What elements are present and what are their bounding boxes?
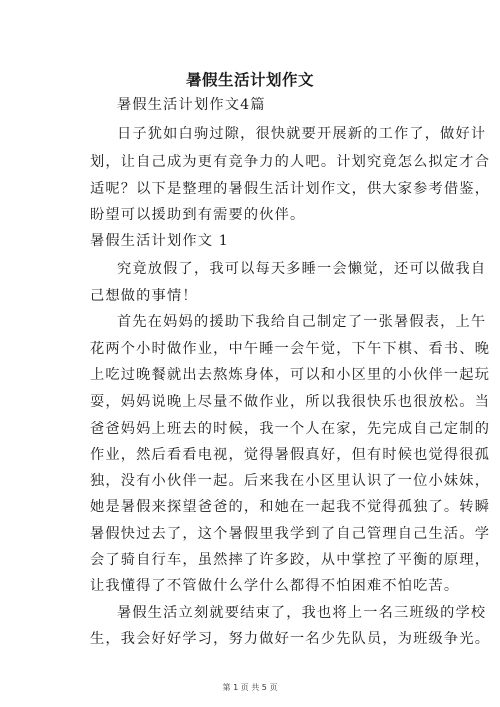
intro-line-4: 盼望可以援助到有需要的伙伴。 xyxy=(90,207,306,223)
para2-line-6: 作业，然后看看电视，觉得暑假真好，但有时候也觉得很孤 xyxy=(90,447,491,463)
para2-line-8: 她是暑假来探望爸爸的，和她在一起我不觉得孤独了。转瞬 xyxy=(90,499,491,515)
para2-line-10: 会了骑自行车，虽然摔了许多跤，从中掌控了平衡的原理， xyxy=(90,552,491,568)
intro-line-1: 日子犹如白驹过隙，很快就要开展新的工作了，做好计 xyxy=(117,126,487,142)
para2-line-4: 耍，妈妈说晚上尽量不做作业，所以我很快乐也很放松。当 xyxy=(90,394,491,410)
para2-line-7: 独，没有小伙伴一起。后来我在小区里认识了一位小妹妹， xyxy=(90,473,491,489)
para2-line-3: 上吃过晚餐就出去熬炼身体，可以和小区里的小伙伴一起玩 xyxy=(90,367,491,383)
para1-line-2: 己想做的事情！ xyxy=(90,288,198,304)
subtitle: 暑假生活计划作文4篇 xyxy=(117,97,266,113)
para2-line-9: 暑假快过去了，这个暑假里我学到了自己管理自己生活。学 xyxy=(90,526,491,542)
document-title: 暑假生活计划作文 xyxy=(185,71,314,89)
page-footer: 第 1 页 共 5 页 xyxy=(222,683,278,692)
para2-line-5: 爸爸妈妈上班去的时候，我一个人在家，先完成自己定制的 xyxy=(90,421,491,437)
para2-line-1: 首先在妈妈的援助下我给自己制定了一张暑假表，上午 xyxy=(117,314,487,330)
intro-line-2: 划，让自己成为更有竞争力的人吧。计划究竟怎么拟定才合 xyxy=(90,154,491,170)
para2-line-2: 花两个小时做作业，中午睡一会午觉，下午下棋、看书、晚 xyxy=(90,341,491,357)
essay-heading: 暑假生活计划作文 1 xyxy=(90,233,230,249)
para2-line-11: 让我懂得了不管做什么学什么都得不怕困难不怕吃苦。 xyxy=(90,578,460,594)
para3-line-1: 暑假生活立刻就要结束了，我也将上一名三班级的学校 xyxy=(117,605,487,621)
intro-line-3: 适呢？以下是整理的暑假生活计划作文，供大家参考借鉴， xyxy=(90,181,491,197)
para1-line-1: 究竟放假了，我可以每天多睡一会懒觉，还可以做我自 xyxy=(117,261,487,277)
para3-line-2: 生，我会好好学习，努力做好一名少先队员，为班级争光。 xyxy=(90,631,491,647)
